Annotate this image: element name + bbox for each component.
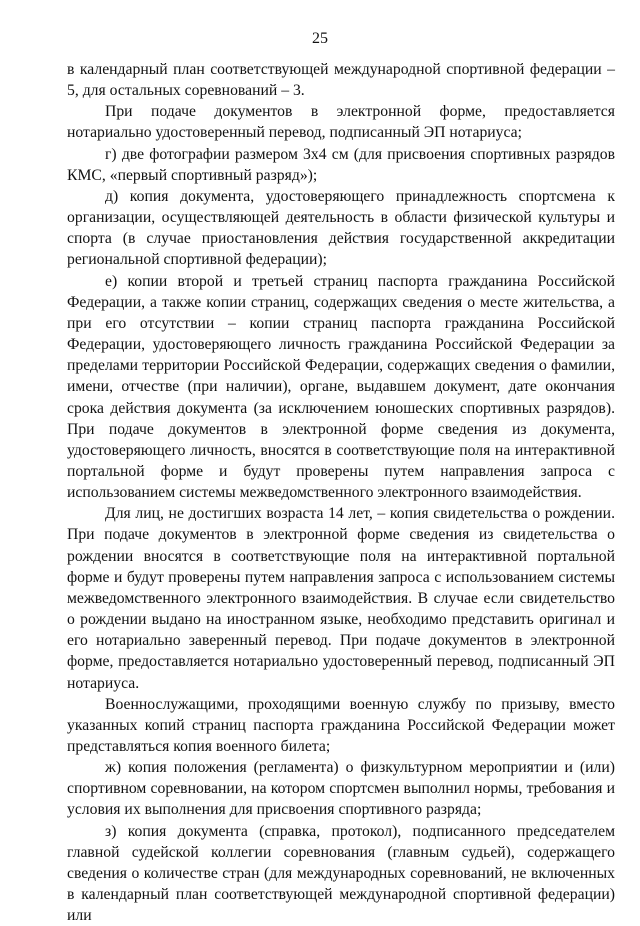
paragraph-8: ж) копия положения (регламента) о физкультурном мероприятии и (или) спортивном соревновании, на котором спортсмен выполнил нормы, требования и условия их выполнения для присвоения спортивного разряда; <box>67 759 615 819</box>
paragraph-6: Для лиц, не достигших возраста 14 лет, – копия свидетельства о рождении. При подаче документов в электронной форме сведения из свидетельства о рождении вносятся в соответствующие поля на интерактивной портальной форме и будут проверены путем направления запроса с использованием системы межведомственного электронного взаимодействия. В случае если свидетельство о рождении выдано на иностранном языке, необходимо представить оригинал и его нотариально заверенный перевод. При подаче документов в электронной форме, предоставляется нотариально удостоверенный перевод, подписанный ЭП нотариуса. <box>67 505 615 692</box>
paragraph-1: в календарный план соответствующей международной спортивной федерации – 5, для остальных соревнований – 3. <box>67 61 615 100</box>
paragraph-3: г) две фотографии размером 3х4 см (для присвоения спортивных разрядов КМС, «первый спортивный разряд»); <box>67 145 615 184</box>
paragraph-2: При подаче документов в электронной форме, предоставляется нотариально удостоверенный перевод, подписанный ЭП нотариуса; <box>67 103 615 142</box>
document-body <box>67 59 615 926</box>
paragraph-5: е) копии второй и третьей страниц паспорта гражданина Российской Федерации, а также копии страниц, содержащих сведения о месте жительства, а при его отсутствии – копии страниц паспорта гражданина Российской Федерации, удостоверяющего личность гражданина Российской Федерации за пределами территории Российской Федерации, содержащих сведения о фамилии, имени, отчестве (при наличии), органе, выдавшем документ, дате окончания срока действия документа (за исключением юношеских спортивных разрядов). При подаче документов в электронной форме сведения из документа, удостоверяющего личность, вносятся в соответствующие поля на интерактивной портальной форме и будут проверены путем направления запроса с использованием системы межведомственного электронного взаимодействия. <box>67 272 615 502</box>
paragraph-9: з) копия документа (справка, протокол), подписанного председателем главной судейской коллегии соревнования (главным судьей), содержащего сведения о количестве стран (для международных соревнований, не включенных в календарный план соответствующей международной спортивной федерации) или <box>67 822 615 925</box>
paragraph-7: Военнослужащими, проходящими военную службу по призыву, вместо указанных копий страниц паспорта гражданина Российской Федерации может представляться копия военного билета; <box>67 695 615 755</box>
page-number: 25 <box>312 30 328 47</box>
paragraph-4: д) копия документа, удостоверяющего принадлежность спортсмена к организации, осуществляющей деятельность в области физической культуры и спорта (в случае приостановления действия государственной аккредитации региональной спортивной федерации); <box>67 187 615 269</box>
